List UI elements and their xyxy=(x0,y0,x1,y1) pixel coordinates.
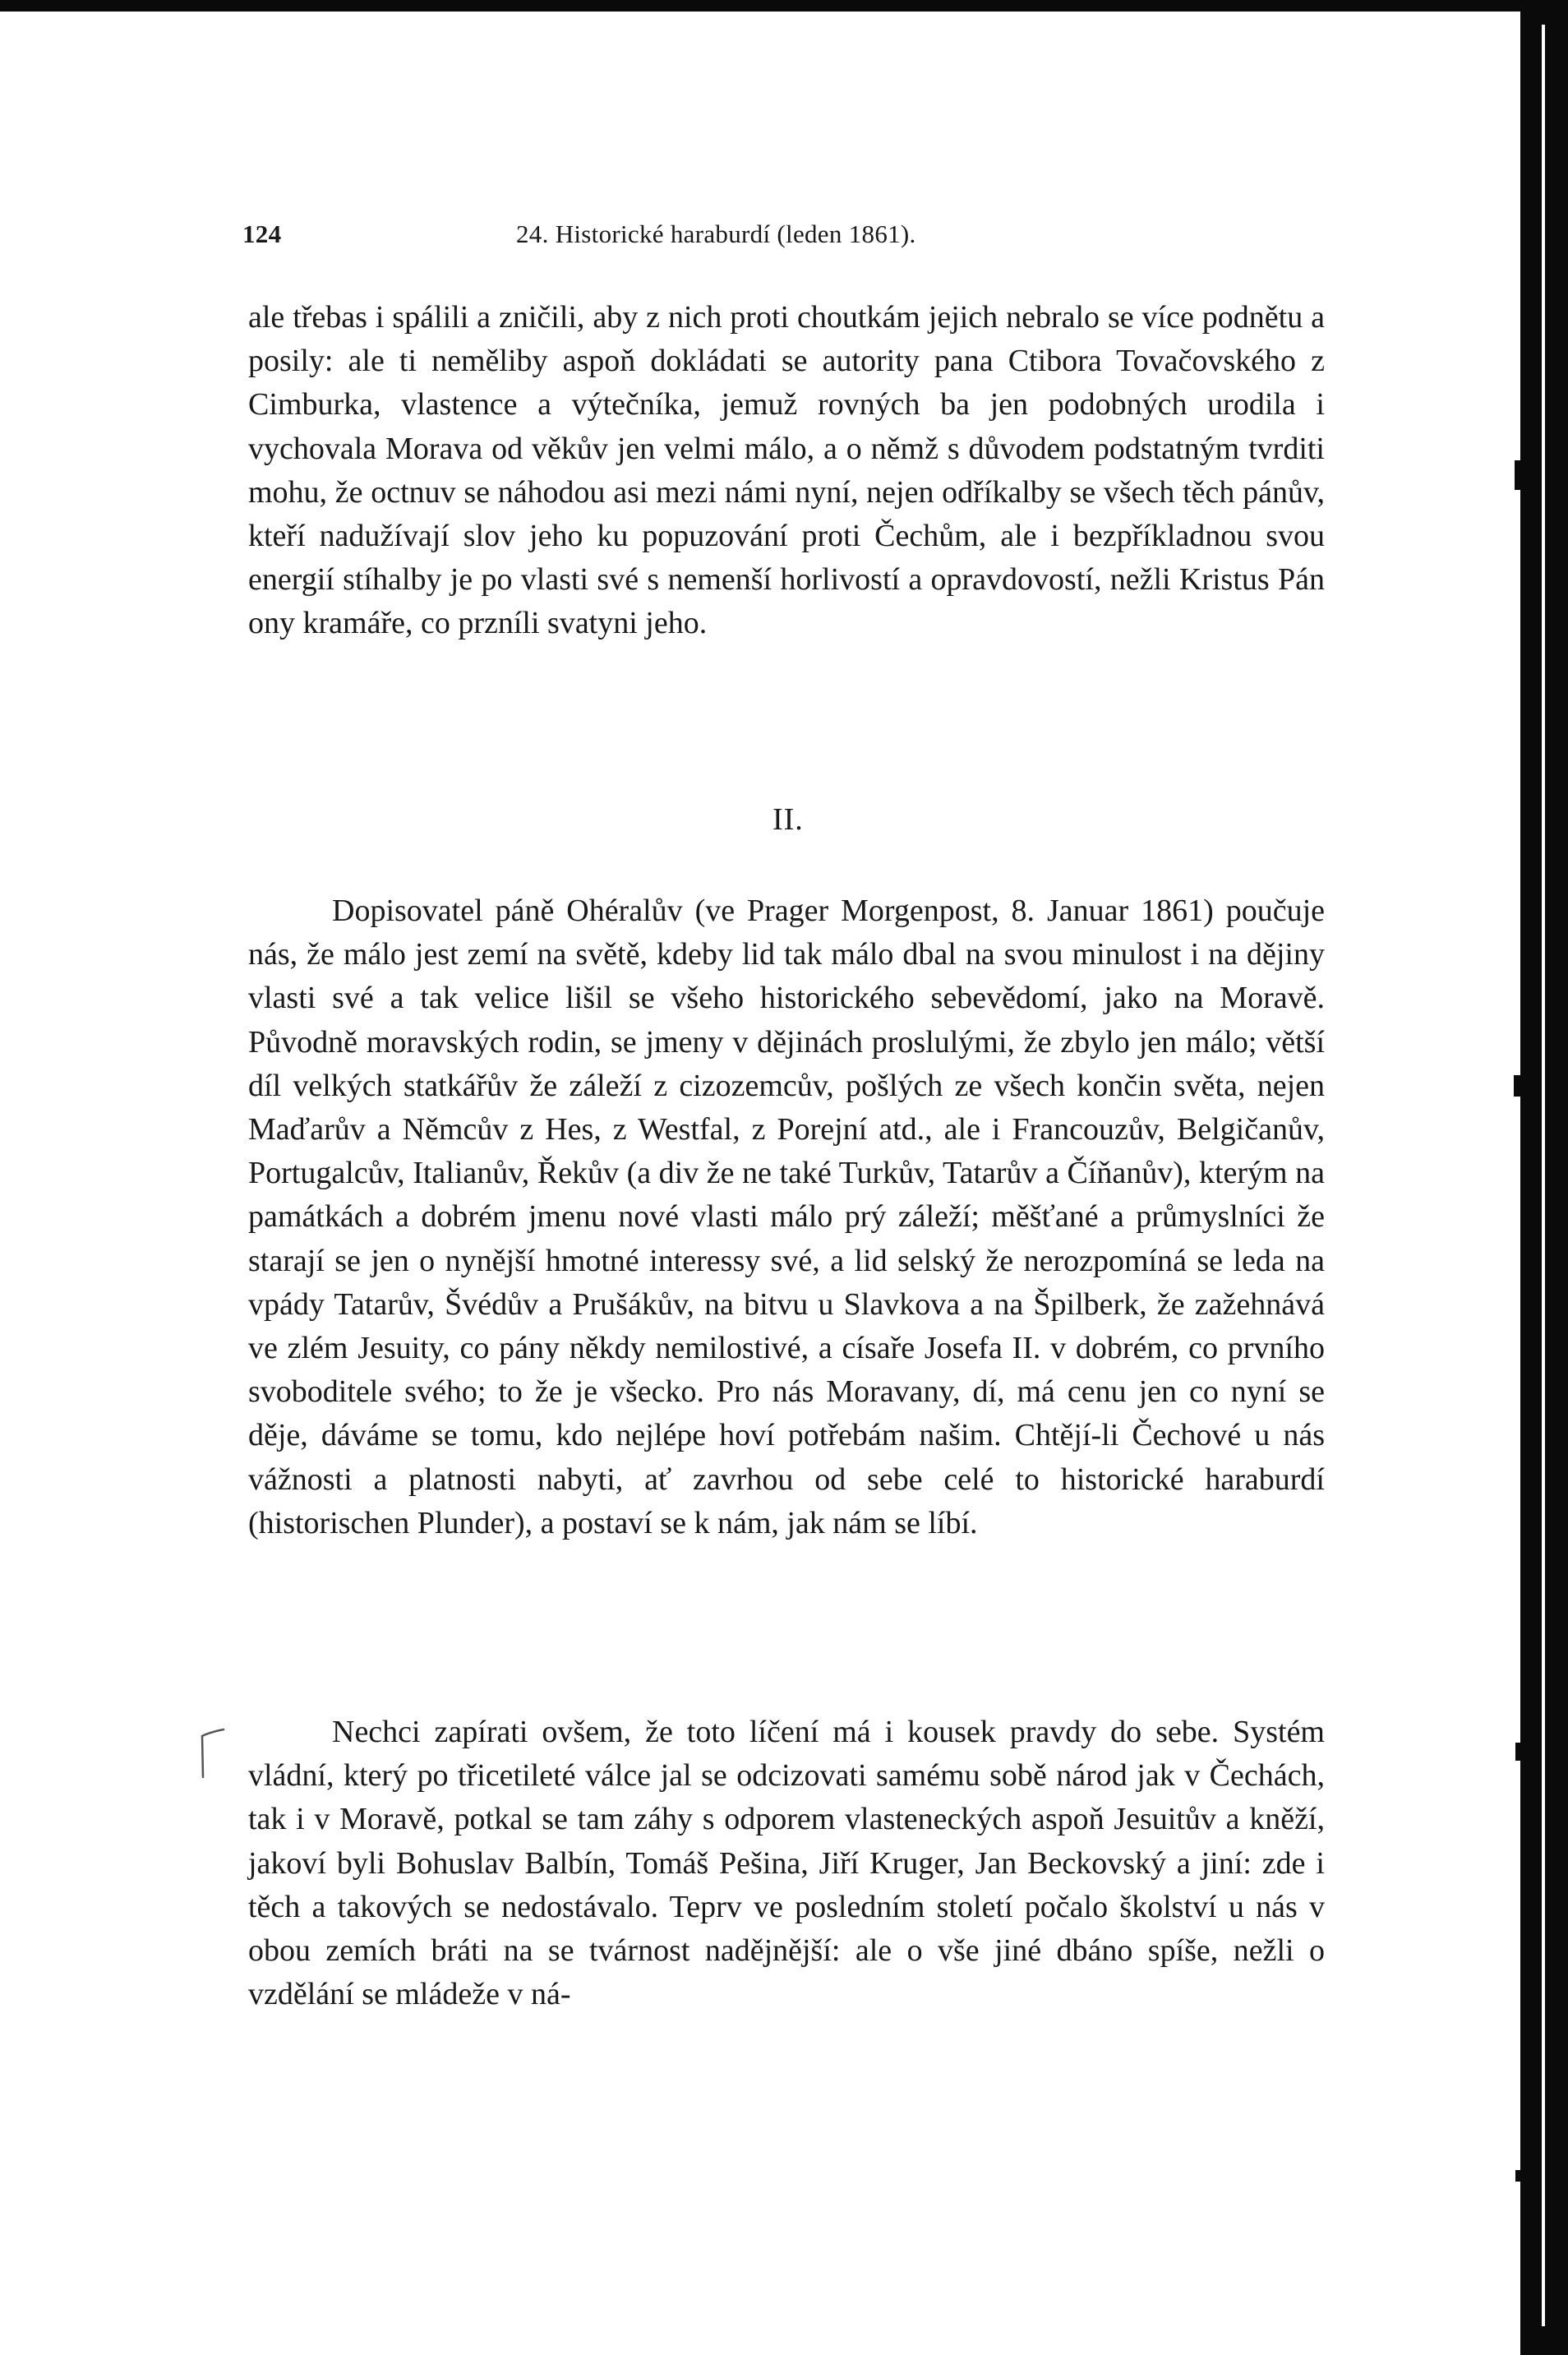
paragraph-1 xyxy=(248,296,1325,646)
paragraph-1-text: ale třebas i spálili a zničili, aby z nich proti choutkám jejich nebralo se více podnětu a posily: ale ti neměliby aspoň dokládati se autority pana Ctibora Tovačovského z Cimburka, vlastence a výtečníka, jemuž rovných ba jen podobných urodila i vychovala Morava od věkův jen velmi málo, a o němž s důvodem podstatným tvrditi mohu, že octnuv se náhodou asi mezi námi nyní, nejen odříkalby se všech těch pánův, kteří nadužívají slov jeho ku popuzování proti Čechům, ale i bezpříkladnou svou energií stíhalby je po vlasti své s nemenší horlivostí a opravdovostí, nežli Kristus Pán ony kramáře, co przníli svatyni jeho. xyxy=(248,300,1325,641)
paragraph-3 xyxy=(248,1711,1325,2016)
edge-tick-mark xyxy=(1515,1743,1525,1761)
page-edge-line xyxy=(1542,25,1545,2326)
pencil-margin-mark-icon xyxy=(197,1726,230,1784)
edge-tick-mark xyxy=(1515,460,1526,490)
scan-top-border xyxy=(0,0,1568,12)
section-heading: II. xyxy=(772,802,804,837)
paragraph-2-text: Dopisovatel páně Ohéralův (ve Prager Morgenpost, 8. Januar 1861) poučuje nás, že málo jest zemí na světě, kdeby lid tak málo dbal na svou minulost i na dějiny vlasti své a tak velice lišil se všeho historického sebevědomí, jako na Moravě. Původně moravských rodin, se jmeny v dějinách proslulými, že zbylo jen málo; větší díl velkých statkářův že záleží z cizozemcův, pošlých ze všech končin světa, nejen Maďarův a Němcův z Hes, z Westfal, z Porejní atd., ale i Francouzův, Belgičanův, Portugalcův, Italianův, Řekův (a div že ne také Turkův, Tatarův a Číňanův), kterým na památkách a dobrém jmenu nové vlasti málo prý záleží; měšťané a průmyslníci že starají se jen o nynější hmotné interessy své, a lid selský že nerozpomíná se leda na vpády Tatarův, Švédův a Prušákův, na bitvu u Slavkova a na Špilberk, že zažehnává ve zlém Jesuity, co pány někdy nemilostivé, a císaře Josefa II. v dobrém, co prvního svoboditele svého; to že je všecko. Pro nás Moravany, dí, má cenu jen co nyní se děje, dáváme se tomu, kdo nejlépe hoví potřebám našim. Chtějí-li Čechové u nás vážnosti a platnosti nabyti, ať zavrhou od sebe celé to historické haraburdí (historischen Plunder), a postaví se k nám, jak nám se líbí. xyxy=(248,894,1325,1540)
page-number: 124 xyxy=(242,219,282,248)
running-title: 24. Historické haraburdí (leden 1861). xyxy=(516,219,916,248)
paragraph-3-text: Nechci zapírati ovšem, že toto líčení má i kousek pravdy do sebe. Systém vládní, který po třicetileté válce jal se odcizovati samému sobě národ jak v Čechách, tak i v Moravě, potkal se tam záhy s odporem vlasteneckých aspoň Jesuitův a kněží, jakoví byli Bohuslav Balbín, Tomáš Pešina, Jiří Kruger, Jan Beckovský a jiní: zde i těch a takových se nedostávalo. Teprv ve posledním století počalo školství u nás v obou zemích bráti na se tvárnost nadějnější: ale o vše jiné dbáno spíše, nežli o vzdělání se mládeže v ná- xyxy=(248,1715,1325,2012)
paragraph-2 xyxy=(248,889,1325,1545)
edge-tick-mark xyxy=(1515,2170,1525,2182)
edge-tick-mark xyxy=(1514,1075,1524,1097)
